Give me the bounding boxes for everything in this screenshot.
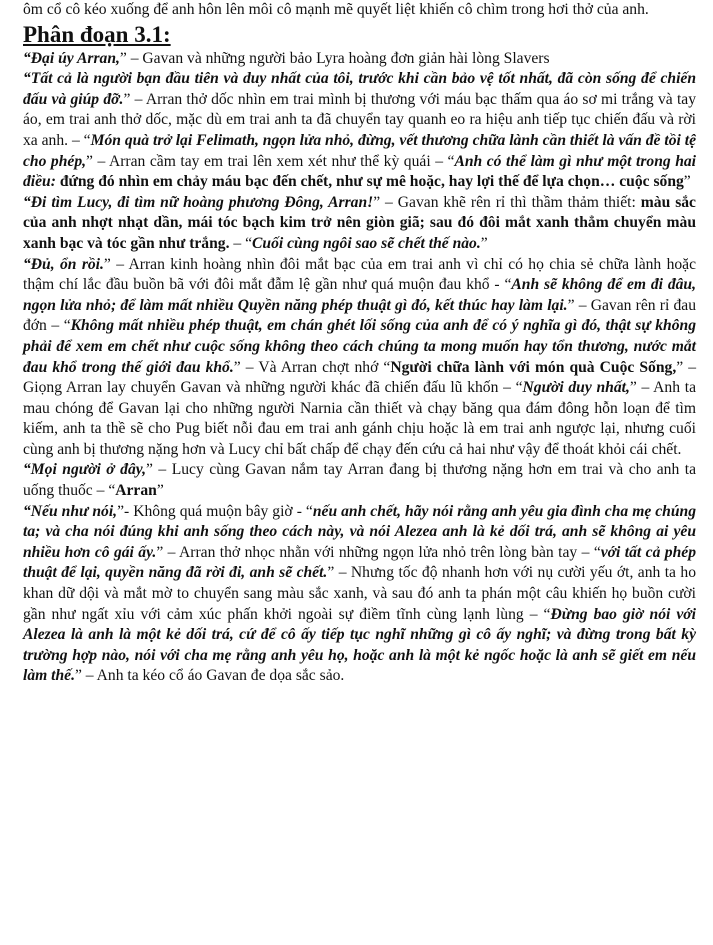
story-paragraph [23,49,696,70]
text-run: ” – Lucy cùng Gavan nắm tay Arran đang bị thương nặng hơn em trai và cho anh ta uống thuốc – “ [23,461,697,500]
text-run: Anh sẽ không để em đi đâu, ngọn lửa nhỏ; để làm mất nhiều Quyền năng phép thuật gì đó, kết thúc hay làm lại. [23,276,696,314]
text-run: Anh có thể làm gì như một trong hai điều: [23,152,697,191]
text-run: ” – Anh ta mau chóng để Gavan lại cho những người Narnia cần thiết và chạy băng qua đám đông hỗn loạn để tìm kiếm, anh ta thề sẽ cho Pug biết nỗi đau em trai anh gánh chịu hoặc là em trai anh ngược lại, nhưng cuối cùng anh bị thương nặng hơn và Lucy chỉ bất chấp để chạy đến cứu cả hai như vậy để thoát khỏi cái chết. [23,379,696,458]
section-heading: Phân đoạn 3.1: [23,21,171,47]
text-run: ” [156,482,164,500]
text-run: ” – Nhưng tốc độ nhanh hơn với nụ cười yếu ớt, anh ta ho khan dữ dội và mắt mờ to chuyển sang màu sắc xanh, và sau đó anh ta phán một câu khiến họ buồn cười gần như ngất xỉu với cảm xúc phấn khởi ngoài sự điềm tĩnh cùng lạnh lùng – “ [23,564,696,623]
text-run: ” – Arran thở dốc nhìn em trai mình bị thương với máu bạc thấm qua áo sơ mi trắng và tay áo, em trai anh thở dốc, mặc dù em trai anh ta đã chuyển tay quanh eo ra hiệu anh tiếp tục chiến đấu và rời xa anh. – “ [23,90,697,149]
text-run: ” – Arran thở nhọc nhằn với những ngọn lửa nhỏ trên lòng bàn tay – “ [156,543,601,561]
text-run: “Mọi người ở đây, [23,461,147,479]
story-body [23,49,696,687]
text-run: Người duy nhất, [522,379,630,397]
text-run: Cuối cùng ngôi sao sẽ chết thế nào. [252,234,481,252]
story-paragraph [23,69,696,193]
text-run: “Tất cả là người bạn đầu tiên và duy nhất của tôi, trước khi cần bảo vệ tốt nhất, đã còn sống để chiến đấu và giúp đỡ. [23,70,696,108]
story-paragraph [23,502,696,687]
text-run: với tất cả phép thuật để lại, quyền năng đã rời đi, anh sẽ chết. [23,543,696,582]
text-run: ” – Arran cầm tay em trai lên xem xét như thể kỳ quái – “ [86,152,455,170]
text-run: Đừng bao giờ nói với Alezea là anh là một kẻ dối trá, cứ để cô ấy tiếp tục nghĩ những gì cô ấy nghĩ; và đừng trong bất kỳ trường hợp nào, nói với cha mẹ rằng anh yêu họ, hoặc anh là một kẻ ngốc hoặc là anh sẽ giết em nếu làm thế. [23,605,696,685]
text-run: ” – Anh ta kéo cổ áo Gavan đe dọa sắc sảo. [74,667,345,685]
story-paragraph [23,193,696,255]
text-run: đứng đó nhìn em chảy máu bạc đến chết, như sự mê hoặc, hay lợi thế để lựa chọn… cuộc sống [55,173,684,191]
text-run: ”- Không quá muộn bây giờ - “ [117,502,313,520]
text-run: “Đại úy Arran, [23,49,120,67]
text-run: ” – Và Arran chợt nhớ “ [233,358,391,376]
text-run: ” – Giọng Arran lay chuyển Gavan và những người khác đã chiến đấu lũ khốn – “ [23,358,697,397]
text-run: – “ [229,234,252,252]
text-run: “Đi tìm Lucy, đi tìm nữ hoàng phương Đông, Arran! [23,193,374,211]
text-run: “Đủ, ổn rồi. [23,255,104,273]
text-run: Không mất nhiều phép thuật, em chán ghét lối sống của anh để có ý nghĩa gì đó, thật sự không phải để xem em chết như cuộc sống không theo cách chúng ta mong muốn hay tổn thương, nước mắt đau khổ trong thế giới đau khổ. [23,317,696,376]
text-run: ” – Arran kinh hoàng nhìn đôi mắt bạc của em trai anh vì chỉ có họ chia sẻ chữa lành hoặc thậm chí lắc đầu buồn bã với đôi mắt đẫm lệ gần như quá muộn đau khổ - “ [23,255,696,294]
text-run: ” – Gavan và những người bảo Lyra hoàng đơn giản hài lòng Slavers [119,49,550,67]
story-paragraph [23,255,696,461]
text-run: Người chữa lành với món quà Cuộc Sống, [390,358,677,376]
text-run: màu sắc của anh nhợt nhạt dần, mái tóc bạch kim trở nên giòn giã; sau đó đôi mắt xanh thẳm chuyển màu xanh bạc và tóc gần như trắng. [23,193,696,252]
story-paragraph [23,460,696,501]
text-run: ” – Gavan rên rỉ đau đớn – “ [23,296,697,335]
text-run: “Nếu như nói, [23,502,118,520]
text-run: ” [480,234,488,252]
lead-in-paragraph: ôm cổ cô kéo xuống để anh hôn lên môi cô mạnh mẽ quyết liệt khiến cô chìm trong hơi thở của anh. [23,1,649,18]
text-run: Arran [115,482,157,500]
text-run: nếu anh chết, hãy nói rằng anh yêu gia đình cha mẹ chúng ta; và cha nói đúng khi anh sống theo cách này, và nói Alezea anh là kẻ dối trá, anh sẽ không ai yêu nhiều hơn cô gái ấy. [23,502,696,561]
text-run: ” [683,173,691,191]
text-run: ” – Gavan khẽ rên rỉ thì thầm thảm thiết: [373,193,641,211]
text-run: Món quà trở lại Felimath, ngọn lửa nhỏ, đừng, vết thương chữa lành cần thiết là vấn đề tồi tệ cho phép, [23,131,697,170]
